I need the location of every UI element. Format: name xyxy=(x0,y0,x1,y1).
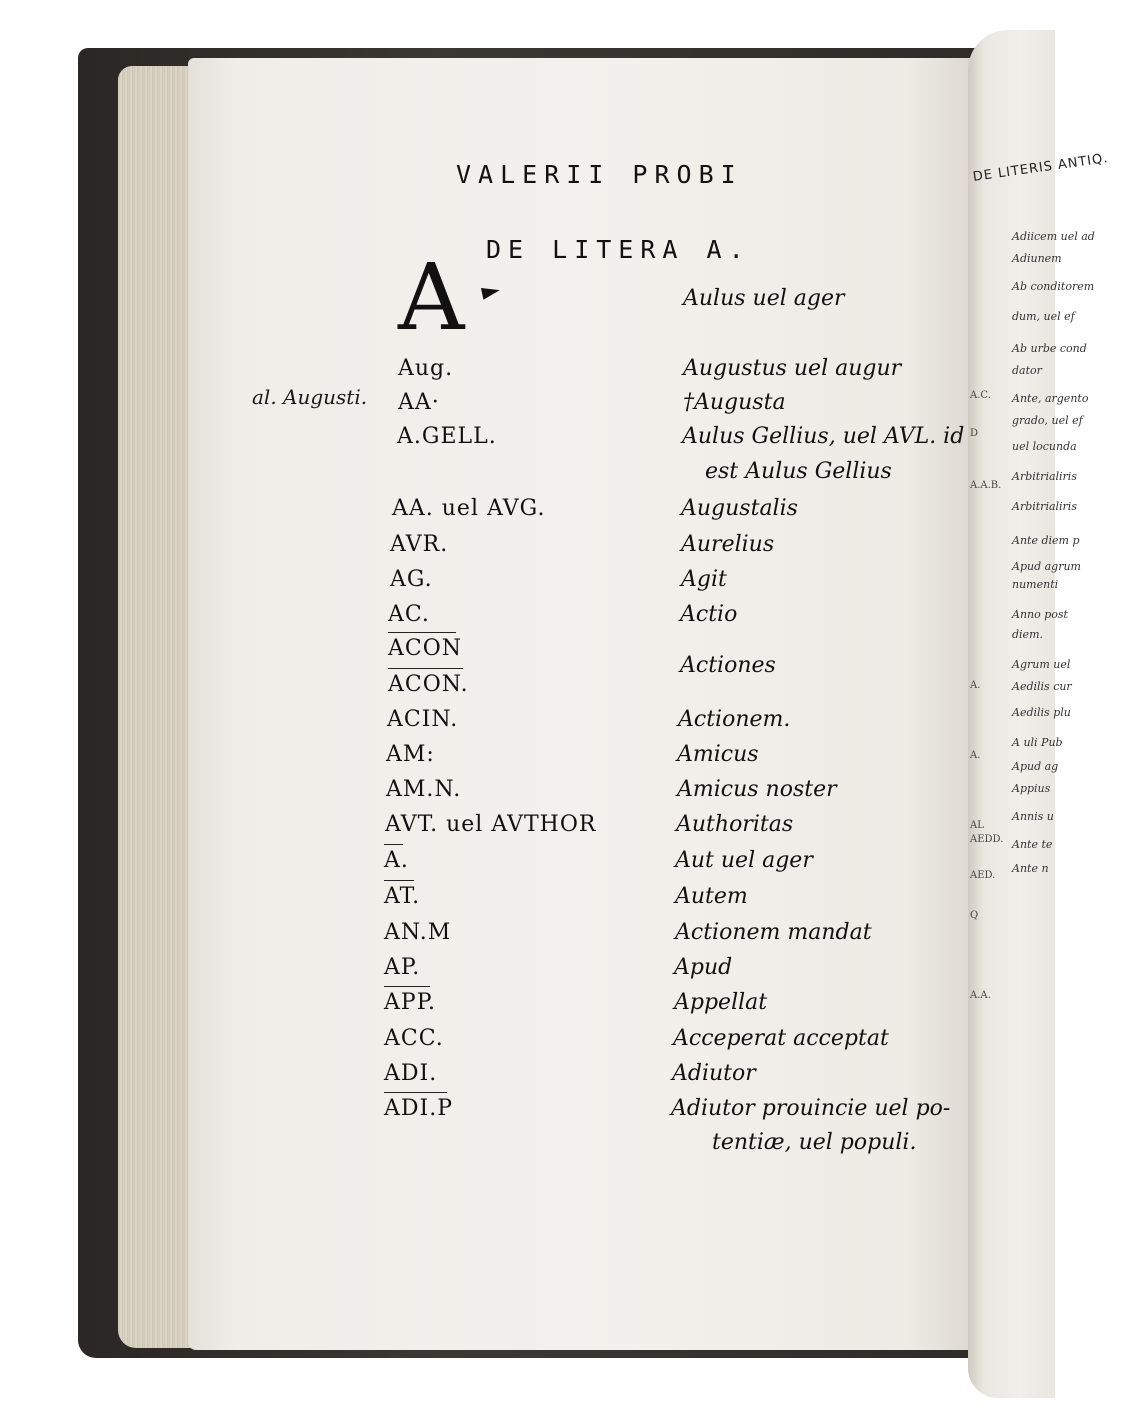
facing-page-line: uel locunda xyxy=(1012,440,1077,453)
facing-page-line: Aedilis plu xyxy=(1012,706,1071,719)
meaning: Aut uel ager xyxy=(675,848,813,873)
running-head: VALERII PROBI xyxy=(456,160,743,189)
facing-page-line: Arbitrialiris xyxy=(1012,500,1077,513)
facing-page-line: Ab urbe cond xyxy=(1012,342,1087,355)
facing-page-line: Anno post xyxy=(1012,608,1068,621)
facing-page-line: Annis u xyxy=(1012,810,1054,823)
abbreviation: ACIN. xyxy=(387,707,459,732)
margin-annotation: al. Augusti. xyxy=(252,385,368,409)
facing-page-code: A.A. xyxy=(970,990,991,1001)
facing-page-line: Adiicem uel ad xyxy=(1012,230,1095,243)
facing-page-code: A. xyxy=(970,680,981,691)
abbreviation: AVT. uel AVTHOR xyxy=(385,812,597,837)
facing-page-code: Q xyxy=(970,910,979,921)
meaning: Authoritas xyxy=(676,812,794,837)
facing-page-line: Apud ag xyxy=(1012,760,1059,773)
abbreviation: AA. uel AVG. xyxy=(392,496,546,521)
facing-page-header: DE LITERIS ANTIQ. xyxy=(972,150,1110,185)
section-title: DE LITERA A. xyxy=(486,235,751,264)
facing-page-line: grado, uel ef xyxy=(1012,414,1083,427)
facing-page-line: dator xyxy=(1012,364,1042,377)
meaning: Autem xyxy=(675,884,748,909)
abbreviation: AT. xyxy=(384,884,421,909)
abbreviation: Aug. xyxy=(398,356,454,381)
facing-page-line: Ante, argento xyxy=(1012,392,1089,405)
meaning: Aulus Gellius, uel AVL. id xyxy=(682,424,965,449)
initial-letter: A xyxy=(398,244,465,351)
meaning: Actionem. xyxy=(678,707,791,732)
meaning: Actiones xyxy=(680,653,776,678)
facing-page-line: Apud agrum xyxy=(1012,560,1081,573)
facing-page-line: numenti xyxy=(1012,578,1059,591)
facing-page-line: Ante te xyxy=(1012,838,1053,851)
abbreviation: AM: xyxy=(386,742,435,767)
facing-page-code: AED. xyxy=(970,870,996,881)
meaning: Apud xyxy=(674,955,733,980)
facing-page-code: AEDD. xyxy=(970,834,1004,845)
meaning: Amicus noster xyxy=(677,777,837,802)
facing-page-line: Ante n xyxy=(1012,862,1049,875)
facing-page-code: AL xyxy=(970,820,984,831)
meaning: †Augusta xyxy=(683,390,786,415)
facing-page-code: A. xyxy=(970,750,981,761)
facing-page-line: Arbitrialiris xyxy=(1012,470,1077,483)
first-meaning: Aulus uel ager xyxy=(683,286,845,311)
abbreviation: A.GELL. xyxy=(397,424,497,449)
meaning: Agit xyxy=(681,567,727,592)
meaning: Adiutor xyxy=(672,1061,756,1086)
abbreviation: AP. xyxy=(384,955,421,980)
abbreviation: AM.N. xyxy=(386,777,462,802)
facing-page-code: D xyxy=(970,428,979,439)
facing-page xyxy=(968,30,1110,1398)
meaning: Amicus xyxy=(677,742,759,767)
facing-page-line: Ante diem p xyxy=(1012,534,1080,547)
abbreviation: ADI. xyxy=(384,1061,438,1086)
abbreviation: AA· xyxy=(398,390,440,415)
facing-page-line: Adiunem xyxy=(1012,252,1062,265)
facing-page-line: Appius xyxy=(1012,782,1051,795)
facing-page-code: A.C. xyxy=(970,390,991,401)
abbreviation: ADI.P xyxy=(384,1096,454,1121)
meaning: Appellat xyxy=(674,990,768,1015)
facing-page-line: Ab conditorem xyxy=(1012,280,1095,293)
facing-page-line: Agrum uel xyxy=(1012,658,1071,671)
facing-page-code: A.A.B. xyxy=(970,480,1002,491)
facing-page-line: diem. xyxy=(1012,628,1043,641)
facing-page-line: dum, uel ef xyxy=(1012,310,1075,323)
meaning: Adiutor prouincie uel po- xyxy=(671,1096,951,1121)
abbreviation: AN.M xyxy=(384,920,452,945)
abbreviation: ACON xyxy=(388,636,463,661)
meaning: Actionem mandat xyxy=(675,920,872,945)
meaning: Augustus uel augur xyxy=(683,356,902,381)
meaning: Acceperat acceptat xyxy=(673,1026,889,1051)
facing-page-line: A uli Pub xyxy=(1012,736,1063,749)
abbreviation: APP. xyxy=(384,990,437,1015)
facing-page-line: Aedilis cur xyxy=(1012,680,1072,693)
meaning: est Aulus Gellius xyxy=(705,459,892,484)
abbreviation: ACON. xyxy=(388,672,469,697)
abbreviation: AVR. xyxy=(390,532,449,557)
meaning: Actio xyxy=(680,602,738,627)
abbreviation: ACC. xyxy=(384,1026,444,1051)
meaning: Augustalis xyxy=(681,496,798,521)
abbreviation: AG. xyxy=(390,567,433,592)
abbreviation: A. xyxy=(384,848,409,873)
abbreviation: AC. xyxy=(388,602,430,627)
meaning: Aurelius xyxy=(681,532,775,557)
meaning: tentiæ, uel populi. xyxy=(712,1130,917,1155)
